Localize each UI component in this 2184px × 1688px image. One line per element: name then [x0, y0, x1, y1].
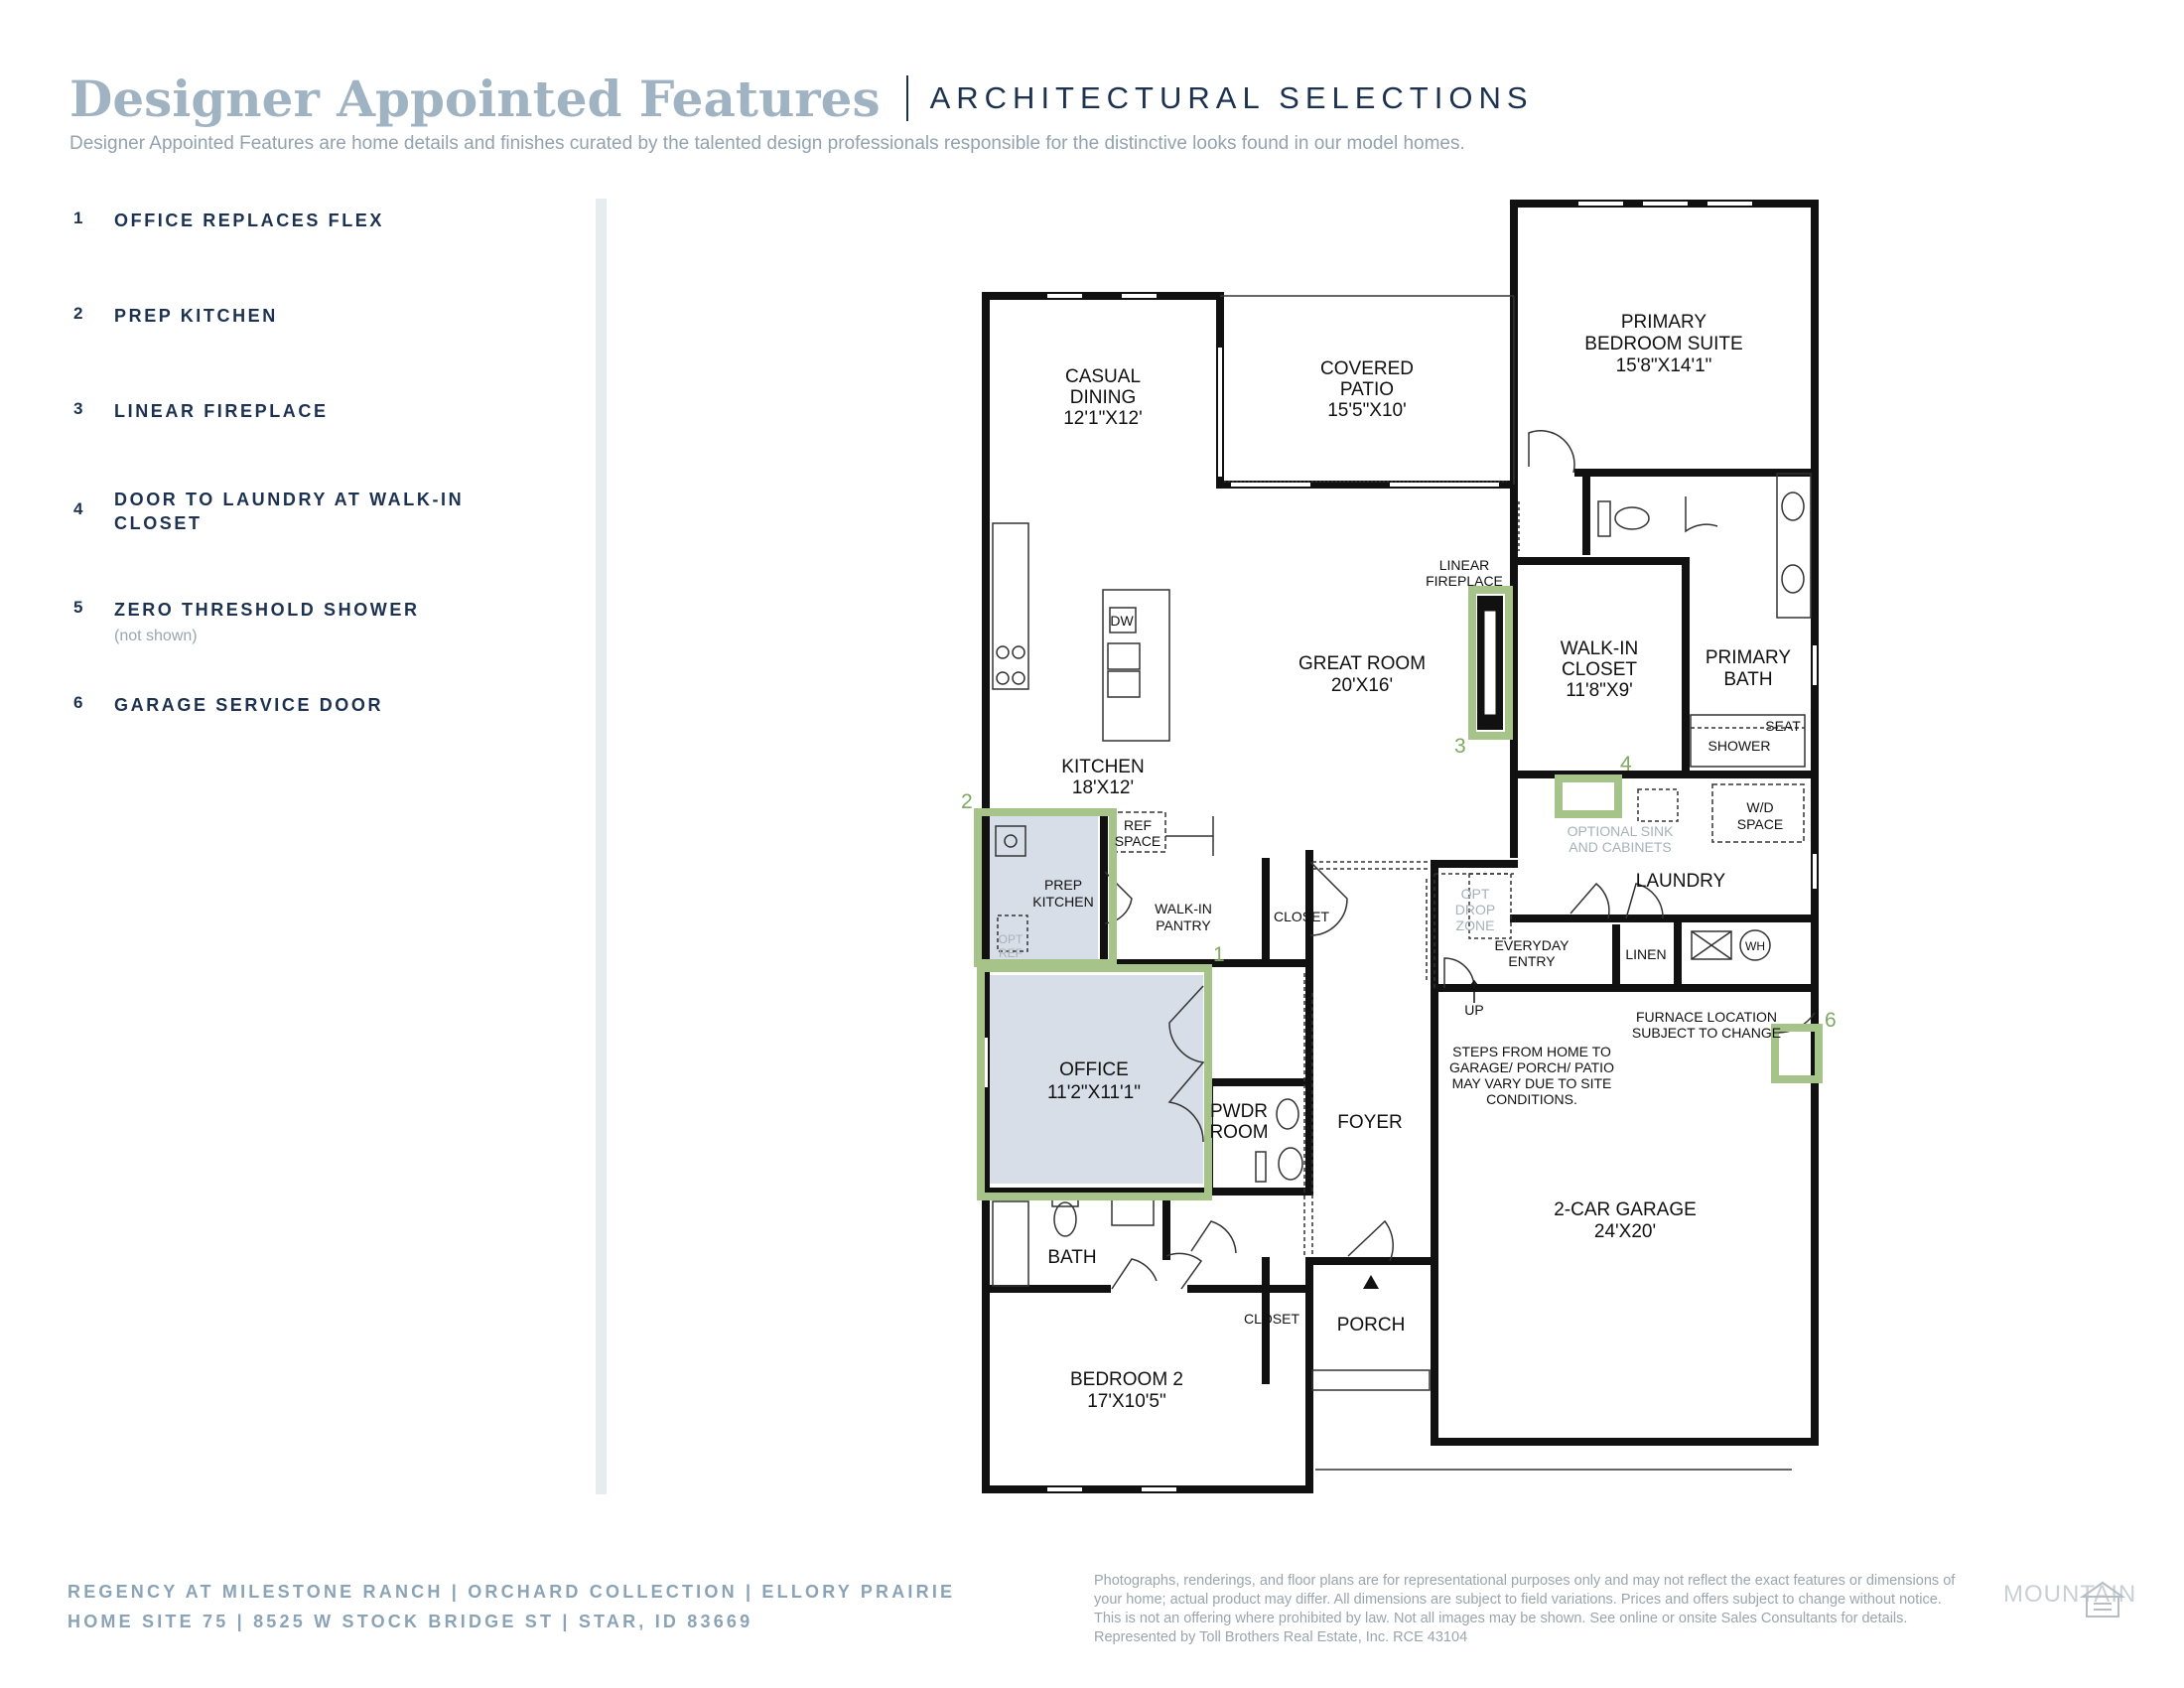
disclaimer: [1094, 1572, 2067, 1647]
pwdr-room-label: PWDR: [1209, 1101, 1269, 1122]
entry-arrow-icon: [1363, 1275, 1379, 1289]
drop-zone-label: DROP: [1454, 902, 1496, 917]
feature-number: 6: [73, 693, 83, 712]
primary-suite-label: PRIMARY: [1620, 312, 1707, 333]
primary-bath-label: BATH: [1723, 669, 1773, 690]
disclaimer-line: your home; actual product may differ. All dimensions are subject to field variations. Prices and offers subject to change without notice.: [1094, 1592, 1942, 1608]
furnace-label: FURNACE LOCATION: [1635, 1009, 1778, 1025]
feature-label: GARAGE SERVICE DOOR: [114, 695, 384, 715]
furnace-label: SUBJECT TO CHANGE: [1631, 1025, 1782, 1041]
linear-fireplace-label: FIREPLACE: [1426, 573, 1503, 589]
linear-fireplace-label: LINEAR: [1438, 557, 1490, 573]
walkin-closet-label: WALK-IN: [1560, 638, 1639, 659]
bath-label: BATH: [1047, 1247, 1097, 1268]
seat-label: SEAT: [1765, 718, 1801, 734]
feature-number: 1: [73, 209, 83, 227]
casual-dining-size: 12'1"X12': [1063, 408, 1143, 429]
disclaimer-line: This is not an offering where prohibited by law. Not all images may be shown. See online or onsite Sales Consultants for details.: [1094, 1611, 1908, 1626]
feature-label: LINEAR FIREPLACE: [114, 401, 329, 421]
foyer-label: FOYER: [1337, 1112, 1403, 1133]
walkin-closet-label: CLOSET: [1561, 659, 1638, 680]
marker-2: 2: [961, 790, 973, 813]
brand-watermark: MOUNTAIN: [2003, 1581, 2137, 1608]
prep-kitchen-label: KITCHEN: [1032, 894, 1094, 910]
disclaimer-line: Photographs, renderings, and floor plans are for representational purposes only and may not reflect the exact features or dimensions of: [1094, 1573, 1956, 1589]
wd-space-label: SPACE: [1736, 816, 1784, 832]
feature-number: 4: [73, 499, 83, 518]
laundry-label: LAUNDRY: [1635, 871, 1726, 892]
everyday-entry-label: ENTRY: [1508, 953, 1556, 969]
ref-space-label: SPACE: [1114, 833, 1161, 849]
optional-sink-label: OPTIONAL SINK: [1567, 823, 1674, 839]
feature-number: 2: [73, 304, 83, 323]
highlight-laundry-door: [1559, 778, 1618, 814]
fireplace-opening: [1484, 611, 1496, 715]
section-title: ARCHITECTURAL SELECTIONS: [929, 80, 1534, 115]
walkin-pantry-label: PANTRY: [1156, 917, 1211, 933]
office-size: 11'2"X11'1": [1047, 1082, 1141, 1103]
garage-label: 2-CAR GARAGE: [1554, 1199, 1697, 1220]
steps-note: GARAGE/ PORCH/ PATIO: [1449, 1059, 1614, 1075]
kitchen-label: KITCHEN: [1061, 757, 1145, 777]
office-label: OFFICE: [1059, 1059, 1129, 1080]
feature-note: (not shown): [114, 628, 198, 644]
dishwasher-label: DW: [1110, 613, 1134, 629]
porch-label: PORCH: [1336, 1315, 1406, 1336]
footer-line2: HOME SITE 75 | 8525 W STOCK BRIDGE ST | STAR, ID 83669: [68, 1612, 753, 1631]
feature-label: ZERO THRESHOLD SHOWER: [114, 600, 420, 620]
great-room-size: 20'X16': [1330, 675, 1394, 696]
feature-label: DOOR TO LAUNDRY AT WALK-IN CLOSET: [114, 490, 465, 533]
covered-patio-label: PATIO: [1339, 379, 1395, 400]
page-subtitle: Designer Appointed Features are home details and finishes curated by the talented design professionals responsible for the distinctive looks found in our model homes.: [69, 133, 1465, 154]
steps-note: MAY VARY DUE TO SITE: [1451, 1075, 1612, 1091]
garage-size: 24'X20': [1593, 1221, 1657, 1242]
steps-note: CONDITIONS.: [1486, 1091, 1577, 1107]
covered-patio-label: COVERED: [1320, 358, 1414, 379]
wd-space-label: W/D: [1746, 799, 1774, 815]
feature-label: PREP KITCHEN: [114, 306, 278, 326]
walkin-pantry-label: WALK-IN: [1155, 901, 1212, 916]
footer-community: [68, 1577, 955, 1636]
water-heater-label: WH: [1745, 939, 1765, 953]
everyday-entry-label: EVERYDAY: [1494, 937, 1570, 953]
feature-number: 3: [73, 399, 83, 418]
kitchen-size: 18'X12': [1071, 777, 1135, 798]
marker-1: 1: [1213, 943, 1225, 966]
closet-label: CLOSET: [1273, 909, 1330, 924]
primary-suite-label: BEDROOM SUITE: [1584, 334, 1743, 354]
closet-label: CLOSET: [1243, 1311, 1300, 1327]
marker-3: 3: [1454, 735, 1466, 758]
primary-bath-label: PRIMARY: [1705, 647, 1792, 668]
great-room-label: GREAT ROOM: [1297, 653, 1427, 674]
linen-label: LINEN: [1625, 946, 1667, 962]
marker-4: 4: [1620, 753, 1632, 775]
primary-suite-size: 15'8"X14'1": [1615, 355, 1712, 376]
equal-housing-icon: [2077, 1579, 2128, 1626]
walkin-closet-size: 11'8"X9': [1566, 680, 1633, 701]
covered-patio-size: 15'5"X10': [1327, 400, 1407, 421]
pwdr-room-label: ROOM: [1209, 1122, 1269, 1143]
prep-kitchen-label: PREP: [1043, 877, 1083, 893]
drop-zone-label: ZONE: [1455, 917, 1495, 933]
page-title: Designer Appointed Features: [69, 69, 881, 128]
marker-6: 6: [1825, 1009, 1837, 1032]
bedroom2-size: 17'X10'5": [1087, 1391, 1166, 1412]
bedroom2-label: BEDROOM 2: [1069, 1369, 1184, 1390]
feature-label: OFFICE REPLACES FLEX: [114, 211, 385, 230]
ref-space-label: REF: [1124, 817, 1152, 833]
optional-sink-label: AND CABINETS: [1569, 839, 1672, 855]
casual-dining-label: CASUAL: [1064, 366, 1142, 387]
disclaimer-line: Represented by Toll Brothers Real Estate, Inc. RCE 43104: [1094, 1629, 1468, 1645]
steps-note: STEPS FROM HOME TO: [1452, 1044, 1611, 1059]
opt-ref-label: REF: [999, 946, 1023, 960]
shower-label: SHOWER: [1707, 738, 1771, 754]
footer-line1: REGENCY AT MILESTONE RANCH | ORCHARD COLLECTION | ELLORY PRAIRIE: [68, 1582, 956, 1602]
casual-dining-label: DINING: [1069, 387, 1137, 408]
opt-ref-label: OPT: [998, 932, 1024, 946]
up-label: UP: [1464, 1002, 1484, 1018]
drop-zone-label: OPT: [1460, 886, 1490, 902]
feature-number: 5: [73, 598, 83, 617]
